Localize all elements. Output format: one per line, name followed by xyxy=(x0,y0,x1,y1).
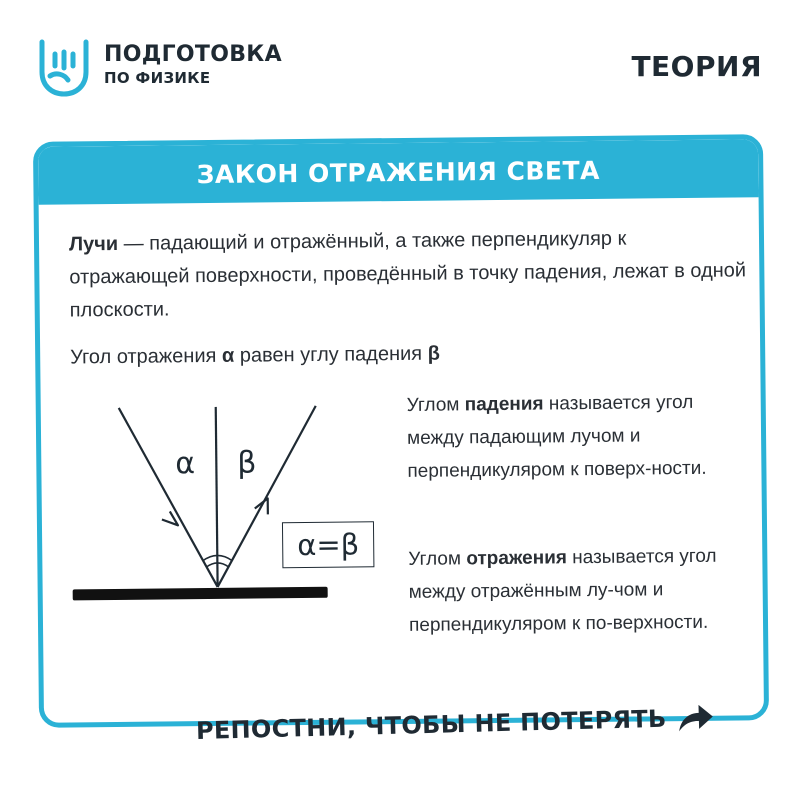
incidence-angle-definition xyxy=(407,385,748,488)
brand-line2: ПО ФИЗИКЕ xyxy=(104,69,211,87)
theory-card xyxy=(33,134,769,728)
incidence-text: называется угол между падающим лучом и перпендикуляром к поверх-ности. xyxy=(406,391,707,482)
incidence-term: падения xyxy=(464,393,544,416)
share-arrow-icon[interactable] xyxy=(676,702,715,733)
equality-alpha: α xyxy=(221,344,235,367)
angle-equality-statement xyxy=(70,343,440,370)
reflection-term: отражения xyxy=(466,547,568,570)
reflecting-surface xyxy=(73,587,328,601)
law-term: Лучи xyxy=(68,232,119,256)
equality-middle: равен углу падения xyxy=(234,342,428,367)
incident-ray-arrow xyxy=(162,511,178,525)
card-title: ЗАКОН ОТРАЖЕНИЯ СВЕТА xyxy=(196,155,601,189)
reflection-text: называется угол между отражённым лу-чом и перпендикуляром к по-верхности. xyxy=(408,545,717,636)
law-statement xyxy=(69,221,750,327)
reflection-diagram xyxy=(61,393,363,611)
formula-box: α=β xyxy=(282,521,374,568)
equality-beta: β xyxy=(427,342,440,365)
brand-name xyxy=(104,42,282,88)
alpha-label: α xyxy=(175,446,196,482)
incidence-prefix: Углом xyxy=(406,394,465,416)
cta-label: РЕПОСТНИ, ЧТОБЫ НЕ ПОТЕРЯТЬ xyxy=(195,704,667,745)
normal-line xyxy=(216,407,218,587)
reflection-angle-definition xyxy=(408,539,749,642)
law-text: — падающий и отражённый, а также перпендикуляр к отражающей поверхности, проведённый в точку падения, лежат в одной плоскости. xyxy=(69,227,747,322)
section-tag: ТЕОРИЯ xyxy=(631,50,762,83)
hand-logo-icon xyxy=(34,36,94,98)
beta-label: β xyxy=(237,445,257,481)
reflection-prefix: Углом xyxy=(408,548,467,570)
equality-prefix: Угол отражения xyxy=(70,344,223,369)
card-header xyxy=(38,139,759,205)
brand-line1: ПОДГОТОВКА xyxy=(104,42,282,67)
